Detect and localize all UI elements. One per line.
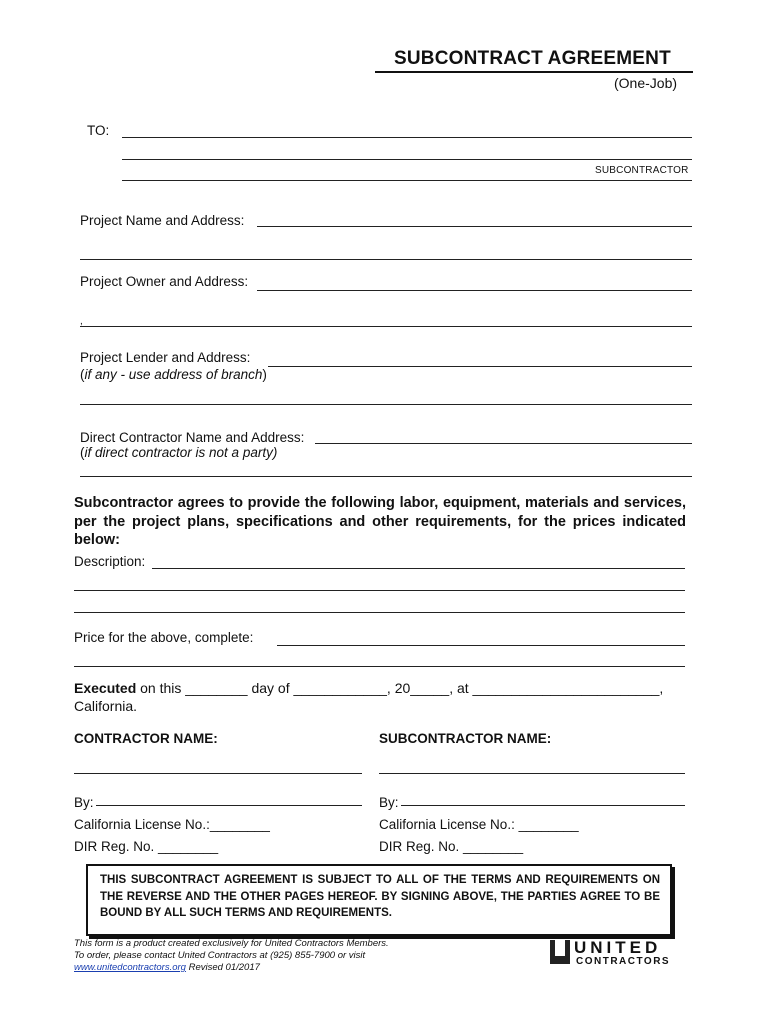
to-line-3[interactable] bbox=[122, 180, 692, 181]
to-label: TO: bbox=[87, 123, 110, 138]
contractor-dir: DIR Reg. No. ________ bbox=[74, 839, 219, 854]
revised-date: Revised 01/2017 bbox=[185, 962, 260, 973]
subcontractor-license: California License No.: ________ bbox=[379, 817, 579, 832]
subcontractor-by-line[interactable] bbox=[401, 805, 685, 806]
subcontractor-by-label: By: bbox=[379, 795, 399, 810]
contractor-name-line[interactable] bbox=[74, 773, 362, 774]
footer-line-2: To order, please contact United Contractors at (925) 855-7900 or visit bbox=[74, 950, 366, 961]
project-owner-line-2[interactable] bbox=[80, 326, 692, 327]
subcontractor-dir: DIR Reg. No. ________ bbox=[379, 839, 524, 854]
project-owner-line-1[interactable] bbox=[257, 290, 692, 291]
direct-contractor-line-1[interactable] bbox=[315, 443, 692, 444]
footer-line-1: This form is a product created exclusively for United Contractors Members. bbox=[74, 938, 389, 949]
direct-contractor-note: (if direct contractor is not a party) bbox=[80, 445, 278, 460]
direct-contractor-line-2[interactable] bbox=[80, 476, 692, 477]
terms-notice-text: THIS SUBCONTRACT AGREEMENT IS SUBJECT TO ALL OF THE TERMS AND REQUIREMENTS ON THE REVERSE AND THE OTHER PAGES HEREOF. BY SIGNING ABOVE, THE PARTIES AGREE TO BE BOUND BY ALL SUCH TERMS AND REQUIREMENTS. bbox=[100, 874, 660, 919]
project-lender-line-2[interactable] bbox=[80, 404, 692, 405]
subcontractor-name-line[interactable] bbox=[379, 773, 685, 774]
contractor-name-heading: CONTRACTOR NAME: bbox=[74, 731, 218, 746]
executed-state: California. bbox=[74, 698, 138, 714]
uc-logo-icon bbox=[550, 940, 570, 964]
to-line-1[interactable] bbox=[122, 137, 692, 138]
description-line-1[interactable] bbox=[152, 568, 685, 569]
subcontractor-caption: SUBCONTRACTOR bbox=[595, 165, 689, 176]
subcontractor-name-heading: SUBCONTRACTOR NAME: bbox=[379, 731, 552, 746]
website-link[interactable]: www.unitedcontractors.org bbox=[74, 962, 186, 973]
price-label: Price for the above, complete: bbox=[74, 630, 254, 645]
contractor-by-label: By: bbox=[74, 795, 94, 810]
description-line-3[interactable] bbox=[74, 612, 685, 613]
logo-text-bottom: CONTRACTORS bbox=[576, 956, 671, 967]
direct-contractor-label: Direct Contractor Name and Address: bbox=[80, 430, 305, 445]
project-lender-label: Project Lender and Address: bbox=[80, 350, 251, 365]
document-subtitle: (One-Job) bbox=[614, 75, 678, 91]
executed-line: Executed on this ________ day of ____________, 20_____, at ________________________, bbox=[74, 680, 664, 696]
owner-mark: , bbox=[80, 316, 83, 327]
agreement-statement: Subcontractor agrees to provide the following labor, equipment, materials and services, per the project plans, specifications and other requirements, for the prices indicated below: bbox=[74, 495, 686, 548]
project-name-label: Project Name and Address: bbox=[80, 213, 245, 228]
project-name-line-1[interactable] bbox=[257, 226, 692, 227]
footer bbox=[74, 938, 389, 974]
united-contractors-logo bbox=[550, 938, 690, 968]
description-label: Description: bbox=[74, 554, 146, 569]
contractor-license: California License No.:________ bbox=[74, 817, 270, 832]
to-line-2[interactable] bbox=[122, 159, 692, 160]
project-lender-note: (if any - use address of branch) bbox=[80, 367, 267, 382]
project-name-line-2[interactable] bbox=[80, 259, 692, 260]
description-line-2[interactable] bbox=[74, 590, 685, 591]
terms-notice-box bbox=[86, 864, 672, 936]
price-line-2[interactable] bbox=[74, 666, 685, 667]
price-line-1[interactable] bbox=[277, 645, 685, 646]
project-lender-line-1[interactable] bbox=[268, 366, 692, 367]
document-title: SUBCONTRACT AGREEMENT bbox=[394, 48, 671, 69]
title-rule bbox=[375, 71, 693, 73]
project-owner-label: Project Owner and Address: bbox=[80, 274, 249, 289]
logo-text-top: UNITED bbox=[574, 938, 662, 957]
footer-line-3 bbox=[74, 962, 389, 974]
contractor-by-line[interactable] bbox=[96, 805, 362, 806]
